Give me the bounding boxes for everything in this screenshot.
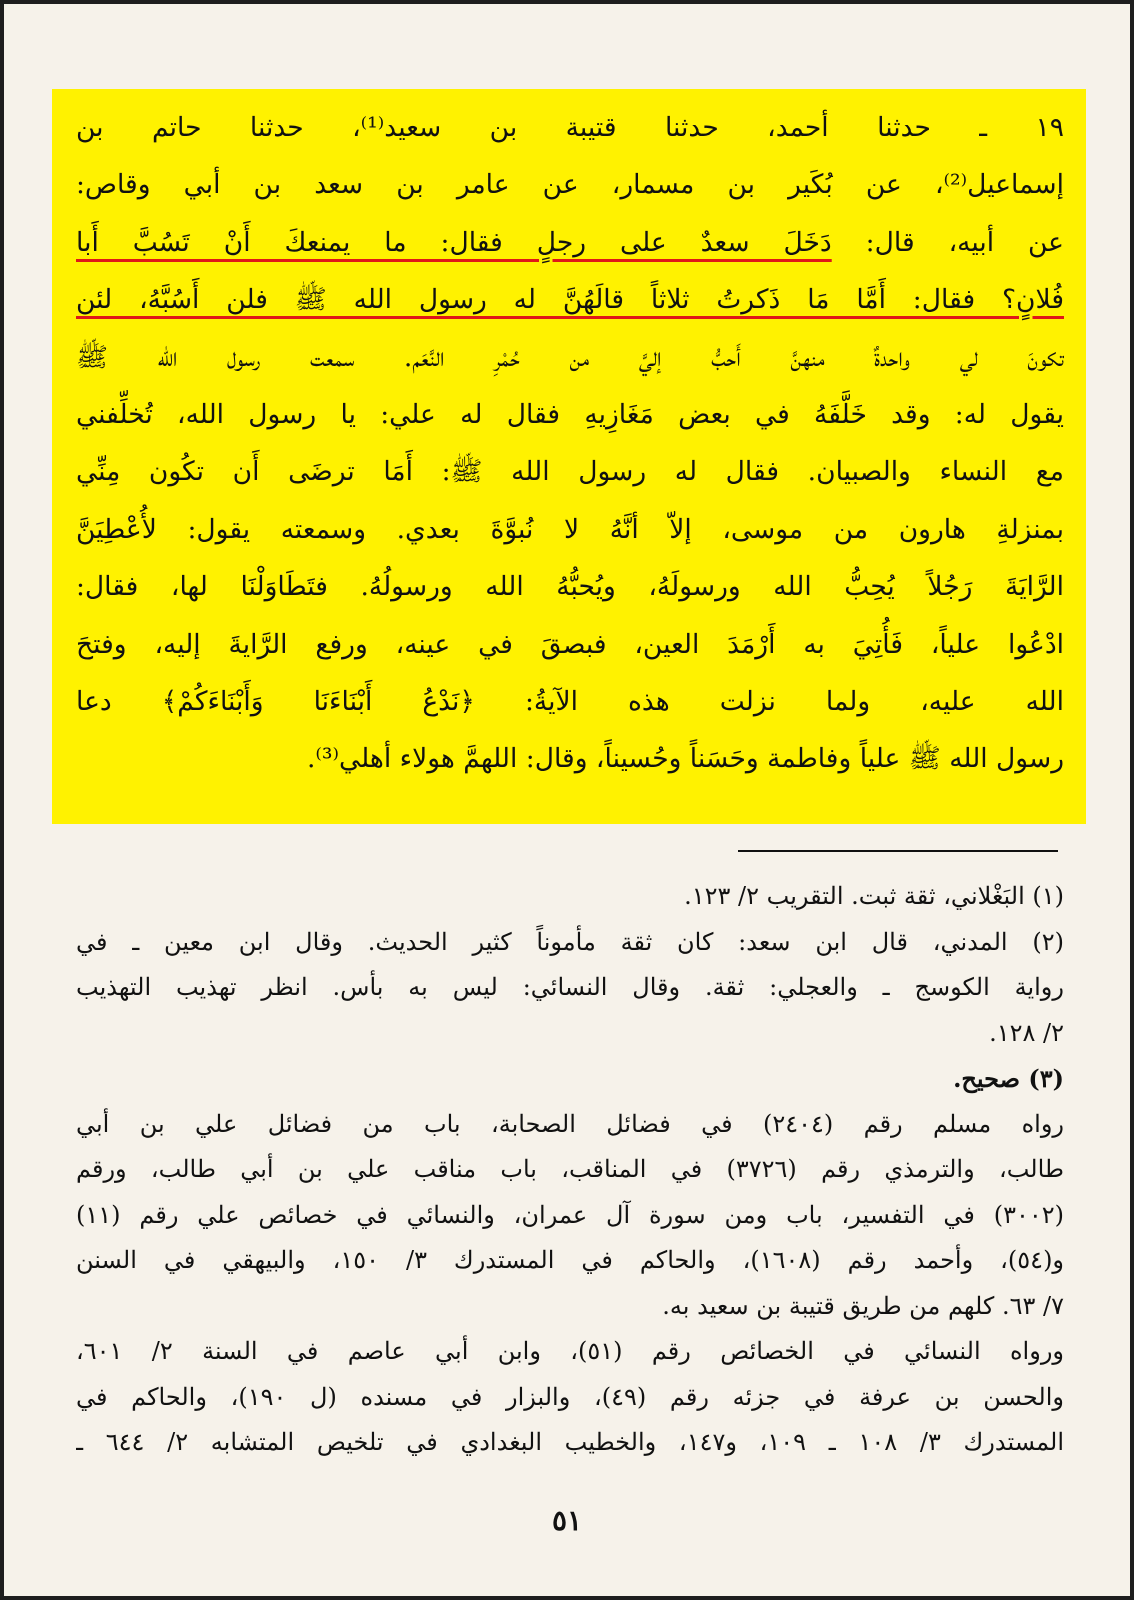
hadith-line-6: يقول له: وقد خَلَّفَهُ في بعض مَغَازِيهِ فقال له علي: يا رسول الله، تُخلِّفني xyxy=(76,398,1064,430)
hadith-line-2: إسماعيل⁽²⁾، عن بُكَير بن مسمار، عن عامر بن سعد بن أبي وقاص: xyxy=(76,169,1064,201)
red-underlined-phrase: دَخَلَ سعدٌ على رجلٍ فقال: ما يمنعكَ أَنْ تَسُبَّ أَبا xyxy=(76,226,832,258)
footnote-3-line-4: و(٥٤)، وأحمد رقم (١٦٠٨)، والحاكم في المستدرك ٣/ ١٥٠، والبيهقي في السنن xyxy=(76,1246,1064,1274)
hadith-line-11: الله عليه، ولما نزلت هذه الآيةُ: ﴿نَدْعُ أَبْنَاءَنَا وَأَبْنَاءَكُمْ﴾ دعا xyxy=(76,685,1064,717)
hadith-line-1: ١٩ ـ حدثنا أحمد، حدثنا قتيبة بن سعيد⁽¹⁾، حدثنا حاتم بن xyxy=(76,112,1064,143)
hadith-line-9: الرَّايَةَ رَجُلاً يُحِبُّ الله ورسولَهُ، ويُحبُّهُ الله ورسولُهُ. فتَطَاوَلْنَا لها، فقال: xyxy=(76,571,1064,603)
footnotes xyxy=(76,874,1064,1466)
red-underlined-word: فُلانٍ؟ فقال: أَمَّا مَا ذَكرتُ ثلاثاً قالَهُنَّ له رسول الله ﷺ فلن أَسُبَّهُ، لئن xyxy=(76,284,1064,316)
book-page xyxy=(4,4,1130,1596)
footnote-3-line-3: (٣٠٠٢) في التفسير، باب ومن سورة آل عمران، والنسائي في خصائص علي رقم (١١) xyxy=(76,1200,1064,1229)
footnote-3-line-1: رواه مسلم رقم (٢٤٠٤) في فضائل الصحابة، باب من فضائل علي بن أبي xyxy=(76,1109,1064,1138)
footnote-3-line-8: المستدرك ٣/ ١٠٨ ـ ١٠٩، و١٤٧، والخطيب البغدادي في تلخيص المتشابه ٢/ ٦٤٤ ـ xyxy=(76,1428,1064,1456)
hadith-line-4 xyxy=(76,271,1064,328)
footnote-2-line-3: ٢/ ١٢٨. xyxy=(989,1018,1064,1047)
footnote-3-line-5: ٧/ ٦٣. كلهم من طريق قتيبة بن سعيد به. xyxy=(662,1291,1064,1320)
hadith-line-3-start: عن أبيه، قال: xyxy=(831,226,1064,258)
hadith-line-12: رسول الله ﷺ علياً وفاطمة وحَسَناً وحُسيناً، وقال: اللهمَّ هولاء أهلي⁽³⁾. xyxy=(306,743,1064,775)
footnote-2-line-2: رواية الكوسج ـ والعجلي: ثقة. وقال النسائي: ليس به بأس. انظر تهذيب التهذيب xyxy=(76,973,1064,1001)
footnote-2-line-1: (٢) المدني، قال ابن سعد: كان ثقة مأموناً كثير الحديث. وقال ابن معين ـ في xyxy=(76,927,1064,956)
footnote-3-line-7: والحسن بن عرفة في جزئه رقم (٤٩)، والبزار في مسنده (ل ١٩٠)، والحاكم في xyxy=(76,1382,1064,1411)
footnote-1: (١) البَغْلاني، ثقة ثبت. التقريب ٢/ ١٢٣. xyxy=(684,882,1064,910)
footnote-3-heading: (٣) صحيح. xyxy=(953,1064,1064,1093)
footnote-3-line-2: طالب، والترمذي رقم (٣٧٢٦) في المناقب، باب مناقب علي بن أبي طالب، ورقم xyxy=(76,1155,1064,1183)
footnote-3-line-6: ورواه النسائي في الخصائص رقم (٥١)، وابن أبي عاصم في السنة ٢/ ٦٠١، xyxy=(76,1337,1064,1365)
hadith-line-7: مع النساء والصبيان. فقال له رسول الله ﷺ: أَمَا ترضَى أَن تكُون مِنِّي xyxy=(76,456,1064,488)
page-number: ٥١ xyxy=(551,1504,583,1537)
hadith-line-10: ادْعُوا علياً، فَأُتِيَ به أَرْمَدَ العين، فبصقَ في عينه، ورفع الرَّايةَ إليه، وفتحَ xyxy=(76,628,1064,660)
hadith-line-5: تكونَ لي واحدةٌ منهنَّ أَحبُّ إليَّ من حُمْرِ النَّعَم. سمعت رسول الله ﷺ xyxy=(76,341,1064,373)
footnote-divider xyxy=(738,850,1058,852)
hadith-line-8: بمنزلةِ هارون من موسى، إلاّ أنَّهُ لا نُبوَّةَ بعدي. وسمعته يقول: لأُعْطِيَنَّ xyxy=(76,513,1064,545)
hadith-text xyxy=(76,99,1064,788)
hadith-line-3 xyxy=(76,214,1064,271)
